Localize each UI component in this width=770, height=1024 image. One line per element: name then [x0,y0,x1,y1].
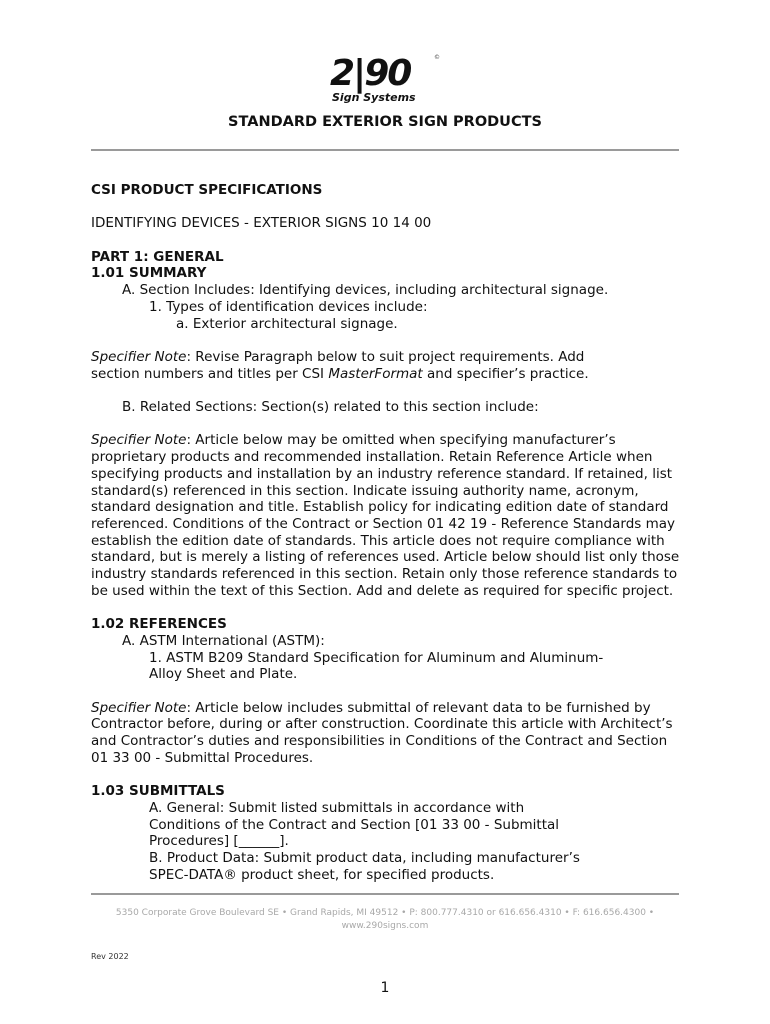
header-divider [91,149,679,151]
logo-number: 2|90 [330,53,411,94]
masterformat-term: MasterFormat [328,365,423,382]
logo-registered-mark: © [434,54,440,61]
section-102-heading: 1.02 REFERENCES [91,616,227,633]
specifier-note-label: Specifier Note [91,432,187,449]
section-101-a1: 1. Types of identification devices include: [149,298,428,315]
document-body [91,182,681,893]
part1-heading: PART 1: GENERAL [91,248,224,265]
page-number: 1 [380,980,390,996]
section-103-heading: 1.03 SUBMITTALS [91,783,225,800]
revision-label: Rev 2022 [91,952,129,961]
section-101-a1a: a. Exterior architectural signage. [176,315,398,332]
specifier-note-2-text: : Article below may be omitted when specifying manufacturer’s proprietary products and recommended installation. Retain Reference Article when specifying products and installation by an industry reference standard. If retained, list standard(s) referenced in this section. Indicate issuing authority name, acronym, standard designation and title. Establish policy for indicating edition date of standard referenced. Conditions of the Contract or Section 01 42 19 - Reference Standards may establish the edition date of standards. This article does not require compliance with standard, but is merely a listing of references used. Article below should list only those industry standards referenced in this section. Retain only those reference standards to be used within the text of this Section. Add and delete as required for specific project. [91,432,680,599]
csi-heading: CSI PRODUCT SPECIFICATIONS [91,182,323,198]
specifier-note-3 [91,700,681,767]
specifier-note-1 [91,349,611,382]
footer-divider [91,893,679,895]
logo-subtitle: Sign Systems [332,91,416,104]
specifier-note-label: Specifier Note [91,699,187,716]
specifier-note-2 [91,432,681,599]
specifier-note-1-text-b: and specifier’s practice. [422,365,589,382]
company-logo [330,54,440,106]
specifier-note-1-text-a: : Revise Paragraph below to suit project requirements. Add section numbers and titles per CSI [91,348,585,382]
section-103-b: B. Product Data: Submit product data, including manufacturer’s SPEC-DATA® product sheet, for specified products. [149,850,580,883]
document-title: STANDARD EXTERIOR SIGN PRODUCTS [228,114,542,130]
section-102-a1: 1. ASTM B209 Standard Specification for Aluminum and Aluminum-Alloy Sheet and Plate. [149,649,604,683]
specifier-note-label: Specifier Note [91,348,187,365]
identifying-devices-line: IDENTIFYING DEVICES - EXTERIOR SIGNS 10 14 00 [91,215,432,232]
section-101-heading: 1.01 SUMMARY [91,265,207,282]
section-101-b: B. Related Sections: Section(s) related to this section include: [122,399,539,416]
section-103-a: A. General: Submit listed submittals in accordance with Conditions of the Contract and Section [01 33 00 - Submittal Procedures] [______]. [149,799,560,850]
section-102-a: A. ASTM International (ASTM): [122,632,325,649]
footer-address: 5350 Corporate Grove Boulevard SE • Grand Rapids, MI 49512 • P: 800.777.4310 or 616.656.4310 • F: 616.656.4300 • www.290signs.com [115,908,655,931]
specifier-note-3-text: : Article below includes submittal of relevant data to be furnished by Contractor before, during or after construction. Coordinate this article with Architect’s and Contractor’s duties and responsibilities in Conditions of the Contract and Section 01 33 00 - Submittal Procedures. [91,699,673,766]
section-101-a: A. Section Includes: Identifying devices, including architectural signage. [122,282,609,299]
